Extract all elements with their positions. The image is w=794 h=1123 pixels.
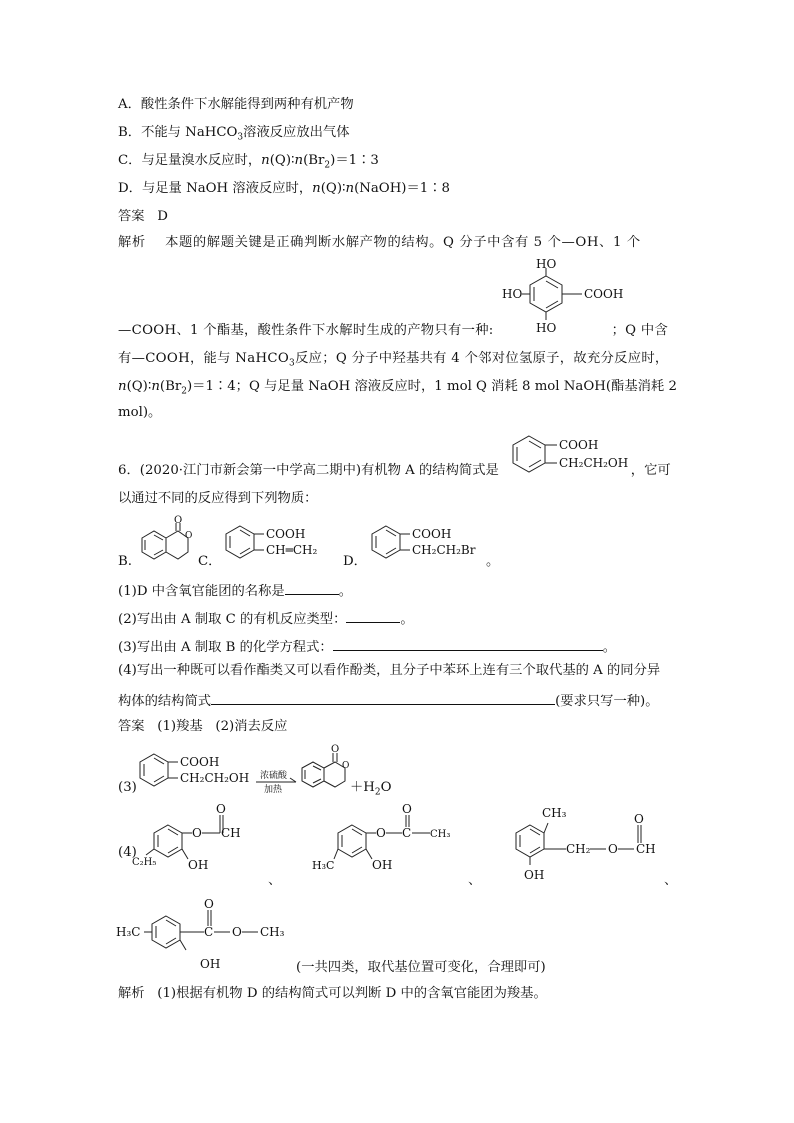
structure-a [505, 430, 645, 482]
label-carbonyl-o: O [204, 897, 214, 911]
label-condition-top: 浓硫酸 [260, 771, 288, 781]
q6-stem-line2: 以通过不同的反应得到下列物质： [118, 491, 318, 506]
label-condition-bottom: 加热 [264, 785, 283, 795]
label-ch3: CH₃ [542, 806, 567, 820]
label-chain: CH═CH₂ [266, 543, 318, 557]
sep-1: 、 [268, 873, 282, 888]
label-ch2: CH₂ [566, 842, 591, 856]
q6-opt-c-label: C． [198, 554, 222, 569]
label-o: O [192, 826, 202, 840]
label-oh: OH [372, 858, 393, 872]
label-carbonyl-o: O [634, 812, 644, 826]
label-cooh: COOH [559, 438, 599, 452]
label-cooh: COOH [412, 527, 452, 541]
label-cooh: COOH [584, 287, 624, 301]
structure-d [366, 518, 496, 568]
q6-opt-end: 。 [486, 554, 500, 569]
q5-analysis-line2: —COOH、1 个酯基，酸性条件下水解时生成的产物只有一种: ；Q 中含 [118, 323, 669, 338]
structure-b-isochromanone [130, 514, 200, 570]
label-ch3: CH₃ [260, 925, 285, 939]
label-o: O [376, 826, 386, 840]
isomer-structure-3 [510, 803, 690, 883]
equation-reactant-and-product [134, 742, 364, 804]
label-ho: HO [502, 287, 523, 301]
q6-sub2: (2)写出由 A 制取 C 的有机反应类型： 。 [118, 608, 414, 629]
label-ch: CH [636, 842, 656, 856]
sep-3: 、 [664, 873, 678, 888]
label-ho: HO [536, 257, 557, 271]
ans4-number: (4) [118, 845, 137, 860]
q5-analysis-line3: 有—COOH，能与 NaHCO$_3$反应；Q 分子中羟基共有 4 个邻对位氢原子，故充分反应时， [118, 351, 669, 369]
label-o: O [331, 744, 340, 755]
q6-analysis: 解析 (1)根据有机物 D 的结构简式可以判断 D 中的含氧官能团为羧基。 [118, 986, 547, 1001]
label-ethyl: C₂H₅ [132, 857, 157, 868]
label-methyl: H₃C [312, 859, 335, 872]
isomer-structure-1 [132, 803, 282, 883]
option-c: C．与足量溴水反应时，$n(Q)∶n(Br_2)=1∶3$ [118, 153, 379, 171]
isomer-structure-2 [312, 803, 472, 883]
q6-answer-line: 答案 (1)羧基 (2)消去反应 [118, 719, 288, 734]
label-cooh: COOH [266, 527, 306, 541]
eq-number: (3) [118, 780, 137, 795]
q6-sub3: (3)写出由 A 制取 B 的化学方程式： 。 [118, 636, 616, 657]
option-d: D．与足量 NaOH 溶液反应时，n(Q)∶n(NaOH)＝1∶8 [118, 181, 451, 196]
label-carbonyl-o: O [216, 802, 226, 816]
q5-analysis-line4: $n(Q)∶n(Br_2)=1∶4$；Q 与足量 NaOH 溶液反应时，1 mol Q 消耗 8 mol NaOH(酯基消耗 2 [118, 379, 677, 397]
ans4-note: (一共四类，取代基位置可变化，合理即可) [296, 960, 546, 975]
label-oh: OH [524, 868, 545, 882]
label-oh: OH [200, 957, 221, 971]
label-ring-o: O [185, 531, 193, 541]
label-o: O [174, 515, 183, 526]
q5-analysis-line5: mol)。 [118, 405, 162, 420]
q6-stem-line1: 6．(2020·江门市新会第一中学高二期中)有机物 A 的结构简式是 ，它可 [118, 463, 671, 478]
label-oh: OH [188, 858, 209, 872]
label-ch3: CH₃ [430, 829, 451, 840]
sep-2: 、 [468, 873, 482, 888]
eq-water: $+H_2O$ [350, 780, 392, 798]
label-o: O [232, 925, 242, 939]
label-c: C [402, 826, 412, 840]
q6-sub4-line1: (4)写出一种既可以看作酯类又可以看作酚类，且分子中苯环上连有三个取代基的 A 的同分异 [118, 663, 661, 678]
label-chain: CH₂CH₂OH [180, 771, 250, 785]
structure-c [220, 518, 345, 568]
q6-opt-d-label: D． [343, 554, 367, 569]
label-o: O [608, 842, 618, 856]
label-ho: HO [536, 321, 557, 335]
q6-sub4-line2: 构体的结构简式 (要求只写一种)。 [118, 690, 659, 711]
label-ch: CH [221, 826, 241, 840]
q5-answer: 答案 D [118, 209, 168, 224]
isomer-structure-4 [116, 892, 316, 972]
label-ring-o: O [342, 761, 350, 771]
label-chain: CH₂CH₂Br [412, 543, 476, 557]
label-chain: CH₂CH₂OH [559, 456, 629, 470]
label-c: C [204, 925, 214, 939]
label-cooh: COOH [180, 755, 220, 769]
label-carbonyl-o: O [402, 802, 412, 816]
q5-analysis-line1: 解析 本题的解题关键是正确判断水解产物的结构。Q 分子中含有 5 个—OH、1 个 [118, 235, 641, 250]
label-h3c: H₃C [116, 925, 141, 939]
option-a: A．酸性条件下水解能得到两种有机产物 [118, 97, 354, 112]
option-b: B．不能与 NaHCO$_3$溶液反应放出气体 [118, 125, 350, 143]
q6-sub1: (1)D 中含氧官能团的名称是 。 [118, 580, 352, 601]
q6-opt-b-label: B. [118, 554, 132, 569]
